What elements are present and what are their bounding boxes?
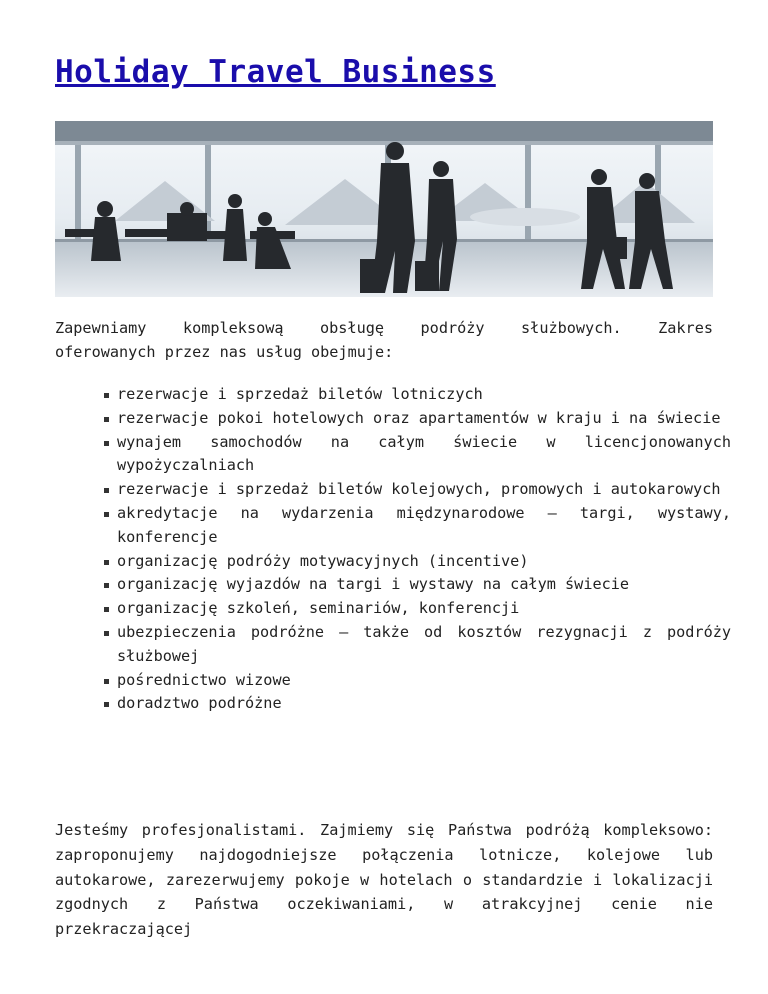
intro-line-1: Zapewniamy kompleksową obsługę podróży służbowych. Zakres <box>55 319 713 337</box>
list-item: rezerwacje i sprzedaż biletów lotniczych <box>117 383 731 407</box>
list-item: rezerwacje pokoi hotelowych oraz apartamentów w kraju i na świecie <box>117 407 731 431</box>
list-item: organizację szkoleń, seminariów, konferencji <box>117 597 731 621</box>
list-item: rezerwacje i sprzedaż biletów kolejowych, promowych i autokarowych <box>117 478 731 502</box>
intro-line-2: oferowanych przez nas usług obejmuje: <box>55 342 394 361</box>
intro-paragraph <box>55 317 713 365</box>
list-item: ubezpieczenia podróżne – także od kosztów rezygnacji z podróży służbowej <box>117 621 731 669</box>
services-list <box>99 383 731 716</box>
list-item: pośrednictwo wizowe <box>117 669 731 693</box>
list-item: doradztwo podróżne <box>117 692 731 716</box>
list-item: organizację wyjazdów na targi i wystawy na całym świecie <box>117 573 731 597</box>
list-item: wynajem samochodów na całym świecie w licencjonowanych wypożyczalniach <box>117 431 731 479</box>
business-travelers-airport-photo-icon <box>55 121 713 297</box>
list-item: akredytacje na wydarzenia międzynarodowe – targi, wystawy, konferencje <box>117 502 731 550</box>
page-title-link[interactable]: Holiday Travel Business <box>55 54 496 90</box>
body-paragraph: Jesteśmy profesjonalistami. Zajmiemy się Państwa podróżą kompleksowo: zaproponujemy najdogodniejsze połączenia lotnicze, kolejowe lub autokarowe, zarezerwujemy pokoje w hotelach o standardzie i lokalizacji zgodnych z Państwa oczekiwaniami, w atrakcyjnej cenie nie przekraczającej <box>55 821 713 939</box>
list-item: organizację podróży motywacyjnych (incentive) <box>117 550 731 574</box>
